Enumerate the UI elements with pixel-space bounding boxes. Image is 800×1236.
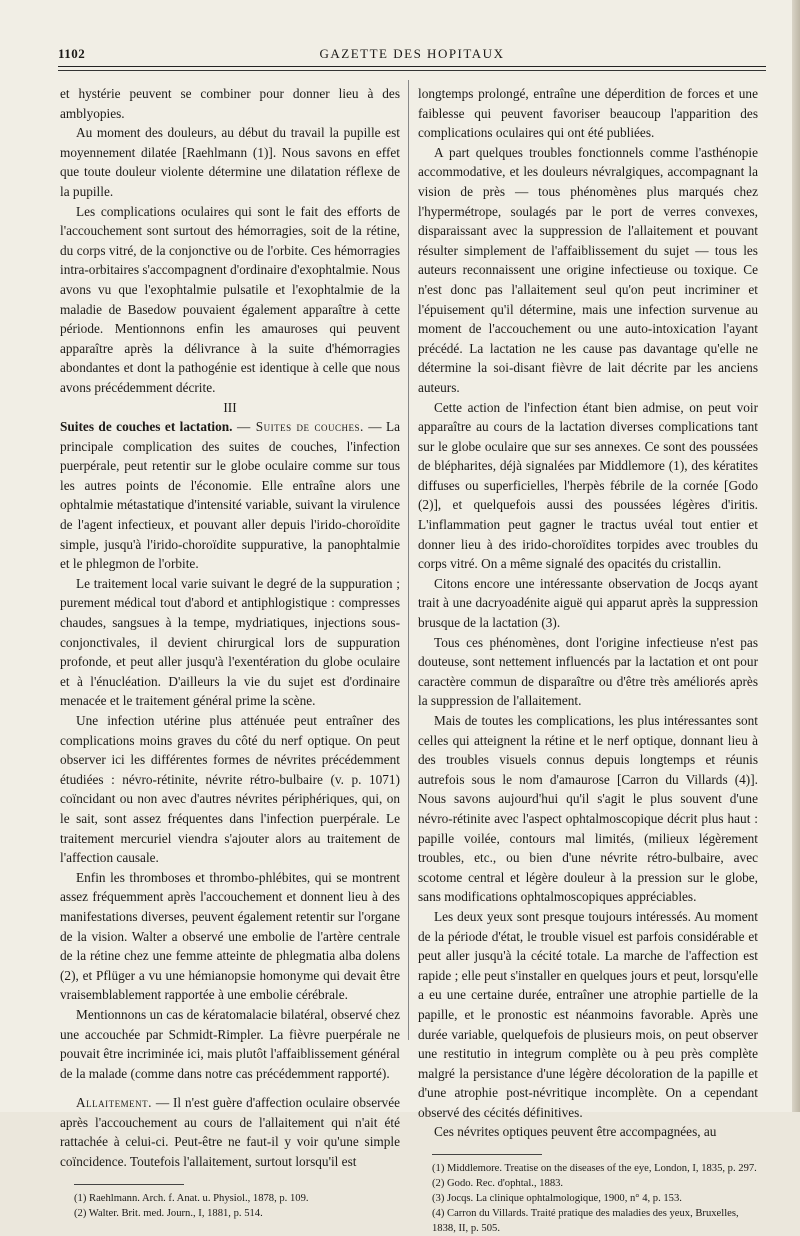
subsection-heading: — Suites de couches. xyxy=(236,419,364,435)
footnote: (2) Walter. Brit. med. Journ., I, 1881, p. 514. xyxy=(74,1207,263,1219)
paragraph: Une infection utérine plus atténuée peut entraîner des complications moins graves du côté du nerf optique. On peut observer ici les différentes formes de névrites précédemment étudiées : névro-rétinite, névrite rétro-bulbaire (v. p. 1071) coïncidant ou non avec d'autres névrites périphériques, qui, on le sait, sont assez fréquentes dans l'infection puerpérale. Le traitement mercuriel viendra s'ajouter alors au traitement de l'affection causale. xyxy=(60,713,400,866)
subsection-heading: Allaitement. xyxy=(76,1095,152,1111)
page-number: 1102 xyxy=(58,46,86,61)
section-number: III xyxy=(223,399,237,415)
paragraph: Les complications oculaires qui sont le fait des efforts de l'accouchement sont surtout des hémorragies, soit de la rétine, du corps vitré, de la conjonctive ou de l'orbite. Ces hémorragies intra-orbitaires s'accompagnent d'ordinaire d'exophtalmie. Nous avons vu que l'exophtalmie pulsatile et l'exophtalmie de la maladie de Basedow pouvaient également apparaître à cette période. Mentionnons enfin les amauroses qui peuvent apparaître après la délivrance à la suite d'hémorragies abondantes et dont la pathogénie est identique à celle que nous avons précédemment décrite. xyxy=(60,203,400,395)
paragraph-text: — La principale complication des suites de couches, l'infection puerpérale, peut retentir sur le globe oculaire comme sur tous les autres points de l'économie. Elle entraîne alors une ophtalmie métastatique d'intensité variable, suivant la virulence de l'agent infectieux, et pouvant aller depuis l'irido-choroïdite simple, jusqu'à l'irido-choroïdite suppurative, la panophtalmie et le phlegmon de l'orbite. xyxy=(60,419,401,572)
header-rule xyxy=(58,66,766,67)
paragraph: longtemps prolongé, entraîne une déperdition de forces et une faiblesse qui peuvent favoriser beaucoup l'apparition des complications oculaires qui ont été publiées. xyxy=(418,86,758,141)
paragraph: Au moment des douleurs, au début du travail la pupille est moyennement dilatée [Raehlmann (1)]. Nous savons en effet que toute douleur violente détermine une dilatation réflexe de la pupille. xyxy=(60,125,400,199)
paragraph: Enfin les thromboses et thrombo-phlébites, qui se montrent assez fréquemment après l'accouchement et donnent lieu à des manifestations diverses, peuvent également retentir sur l'organe de la vision. Walter a observé une embolie de l'artère centrale de la rétine chez une femme atteinte de phlegmatia alba dolens (2), et Pflüger a vu une hémianopsie homonyme qui devait être vraisemblablement rapportée à une embolie cérébrale. xyxy=(60,869,400,1003)
footnote: (3) Jocqs. La clinique ophtalmologique, 1900, n° 4, p. 153. xyxy=(432,1193,682,1205)
page-edge xyxy=(792,0,800,1112)
header-rule-thin xyxy=(58,70,766,71)
footnote: (2) Godo. Rec. d'ophtal., 1883. xyxy=(432,1178,564,1190)
footnote: (4) Carron du Villards. Traité pratique des maladies des yeux, Bruxelles, 1838, II, p. 505. xyxy=(432,1208,739,1235)
paragraph xyxy=(60,417,400,574)
running-title: GAZETTE DES HOPITAUX xyxy=(319,46,505,61)
page-header xyxy=(58,44,766,66)
footnote-rule xyxy=(432,1154,542,1155)
paragraph: Tous ces phénomènes, dont l'origine infectieuse n'est pas douteuse, sont nettement influencés par la lactation et ont pour caractère commun de disparaître ou d'être très améliorés après la suppression de l'allaitement. xyxy=(418,634,758,709)
paragraph: Les deux yeux sont presque toujours intéressés. Au moment de la période d'état, le trouble visuel est parfois considérable et peut aller jusqu'à la cécité totale. La marche de l'affection est rapide ; elle peut s'installer en quelques jours et peut, lorsqu'elle a eu une certaine durée, entraîner une atrophie partielle de la papille, et le pronostic est néanmoins favorable. Après une durée variable, quelquefois de plusieurs mois, on peut observer une restitutio in integrum complète ou à peu près complète malgré la persistance d'une légère décoloration de la papille et d'une atrophie post-névritique incomplète. On a cependant observé des cécités définitives. xyxy=(418,908,758,1120)
section-heading: Suites de couches et lactation. xyxy=(60,419,233,435)
paragraph: Citons encore une intéressante observation de Jocqs ayant trait à une dacryoadénite aiguë qui apparut après la suppression brusque de la lactation (3). xyxy=(418,575,758,631)
paragraph-text: — Il n'est guère d'affection oculaire observée après l'accouchement au cours de l'allaitement qui n'ait été rattachée à celui-ci. Peut-être ne faut-il y voir qu'une simple coïncidence. Toutefois l'allaitement, surtout lorsqu'il est xyxy=(60,1095,400,1170)
column-separator xyxy=(408,80,409,1040)
left-column xyxy=(60,84,400,1221)
paragraph: et hystérie peuvent se combiner pour donner lieu à des amblyopies. xyxy=(60,86,400,121)
footnotes xyxy=(418,1161,758,1236)
paragraph: Ces névrites optiques peuvent être accompagnées, au xyxy=(434,1124,717,1140)
paragraph: Cette action de l'infection étant bien admise, on peut voir apparaître au cours de la lactation diverses complications tant sur le globe oculaire que sur ses annexes. Ce sont des poussées de blépharites, déjà signalées par Middlemore (1), des kératites diffuses ou superficielles, l'herpès fébrile de la cornée [Godo (2)], et quelquefois aussi des poussées légères d'iritis. L'inflammation peut gagner le tractus uvéal tout entier et donner lieu à des irido-choroïdites torpides avec troubles du corps vitré. On a même signalé des opacités du cristallin. xyxy=(418,399,758,572)
right-column xyxy=(418,84,758,1236)
paragraph xyxy=(60,1093,400,1171)
footnote-rule xyxy=(74,1184,184,1185)
paragraph: Mais de toutes les complications, les plus intéressantes sont celles qui atteignent la rétine et le nerf optique, donnant lieu à des troubles visuels connus depuis longtemps et réunis autrefois sous le nom d'amaurose [Carron du Villards (4)]. Nous savons aujourd'hui qu'il s'agit le plus souvent d'une névro-rétinite avec l'aspect ophtalmoscopique décrit plus haut : papille voilée, contours mal limités, (milieux légèrement troubles, etc., ou bien d'une névrite rétro-bulbaire, avec scotome central et légère douleur à la pression sur le globe, sans modifications ophtalmoscopiques appréciables. xyxy=(418,713,758,905)
footnote: (1) Raehlmann. Arch. f. Anat. u. Physiol., 1878, p. 109. xyxy=(74,1192,309,1204)
paragraph: Le traitement local varie suivant le degré de la suppuration ; purement médical tout d'abord et antiphlogistique : compresses chaudes, sangsues à la tempe, mydriatiques, injections sous-conjonctivales, il devient chirurgical lors de suppuration profonde, et peut aller jusqu'à l'exentération du globe oculaire et à l'énucléation. D'ailleurs la vie du sujet est d'ordinaire menacée et le traitement général prime la scène. xyxy=(60,575,400,709)
paragraph: A part quelques troubles fonctionnels comme l'asthénopie accommodative, et les douleurs névralgiques, accompagnant la vision de près — tous phénomènes plus marqués chez l'hypermétrope, soulagés par le port de verres convexes, disparaissant avec la suppression de l'allaitement et pouvant résulter simplement de l'affaiblissement du sujet — tous les auteurs reconnaissent une origine infectieuse ou toxique. Ce n'est donc pas l'allaitement seul qu'on peut incriminer et l'épuisement qu'il détermine, mais une infection survenue au moment de l'accouchement ou une auto-intoxication l'ayant précédé. La lactation ne les cause pas davantage qu'elle ne détermine la soi-disant fièvre de lait décrite par les anciens auteurs. xyxy=(418,144,758,395)
footnotes xyxy=(60,1191,400,1221)
paragraph: Mentionnons un cas de kératomalacie bilatéral, observé chez une accouchée par Schmidt-Rimpler. La fièvre puerpérale ne pouvait être incriminée ici, mais plutôt l'affaiblissement général de la malade (comme dans notre cas précédemment rapporté). xyxy=(60,1006,400,1081)
footnote: (1) Middlemore. Treatise on the diseases of the eye, London, I, 1835, p. 297. xyxy=(432,1163,757,1175)
